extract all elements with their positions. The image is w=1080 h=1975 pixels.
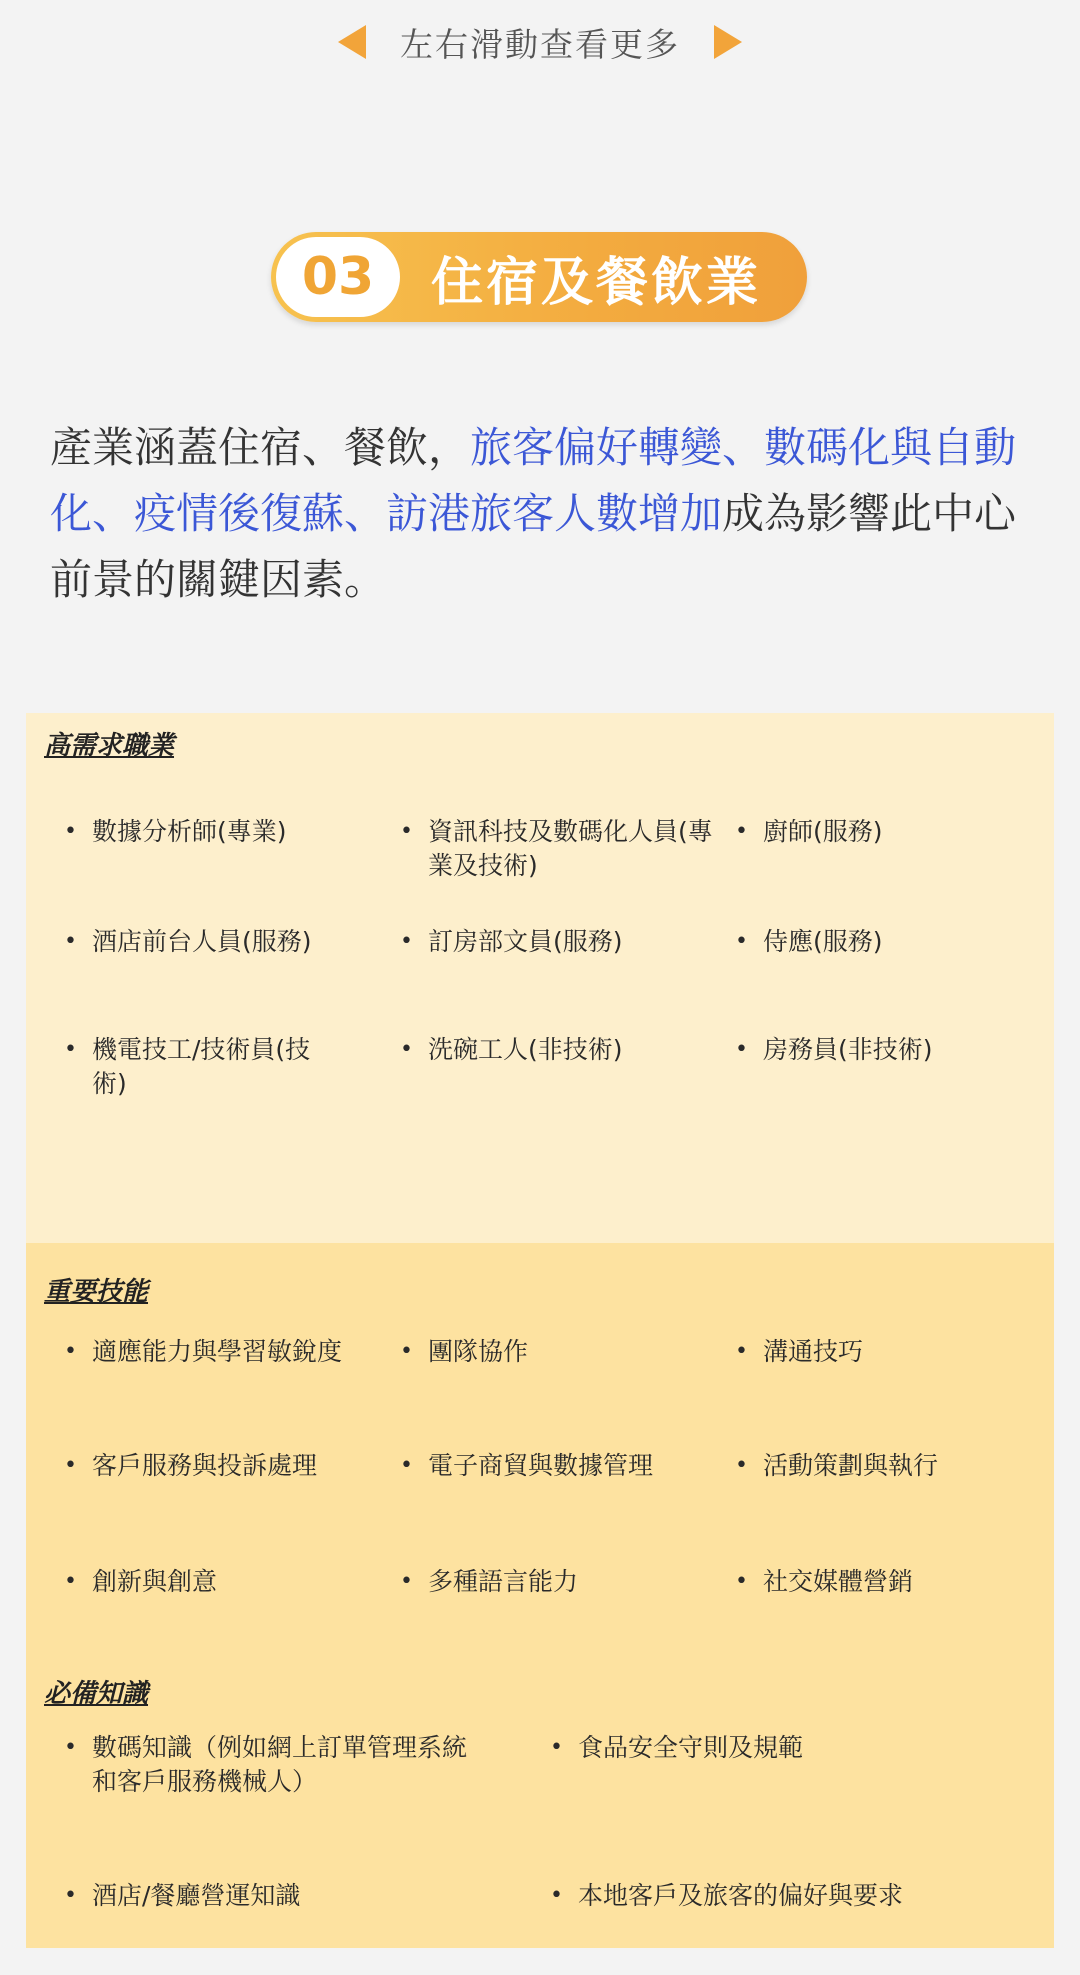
- job-item: • 資訊科技及數碼化人員(專業及技術): [396, 815, 718, 883]
- intro-tail: 成為影響此中心前景的關鍵因素。: [50, 489, 1017, 604]
- skill-item: • 電子商貿與數據管理: [396, 1449, 718, 1483]
- skill-item: • 溝通技巧: [731, 1335, 1053, 1369]
- jobs-panel: [26, 713, 1054, 1243]
- skill-item: • 創新與創意: [60, 1565, 392, 1599]
- job-item: • 機電技工/技術員(技術): [60, 1033, 322, 1101]
- skills-heading: 重要技能: [44, 1277, 149, 1307]
- swipe-hint: [0, 18, 1080, 66]
- arrow-right-icon[interactable]: [714, 25, 742, 59]
- skill-item: • 社交媒體營銷: [731, 1565, 1053, 1599]
- job-item: • 訂房部文員(服務): [396, 925, 718, 959]
- job-item: • 廚師(服務): [731, 815, 1053, 849]
- intro-paragraph: [50, 415, 1040, 613]
- knowledge-item: • 本地客戶及旅客的偏好與要求: [546, 1879, 1018, 1913]
- job-item: • 侍應(服務): [731, 925, 1053, 959]
- skill-item: • 客戶服務與投訴處理: [60, 1449, 392, 1483]
- job-item: • 洗碗工人(非技術): [396, 1033, 718, 1067]
- skill-item: • 多種語言能力: [396, 1565, 718, 1599]
- intro-lead: 產業涵蓋住宿、餐飲，: [50, 423, 471, 472]
- job-item: • 房務員(非技術): [731, 1033, 1053, 1067]
- knowledge-item: • 數碼知識（例如網上訂單管理系統和客戶服務機械人）: [60, 1731, 472, 1799]
- section-number: 03: [276, 237, 400, 317]
- job-item: • 酒店前台人員(服務): [60, 925, 382, 959]
- section-badge: [271, 232, 807, 322]
- arrow-left-icon[interactable]: [338, 25, 366, 59]
- swipe-hint-text: 左右滑動查看更多: [400, 24, 680, 64]
- knowledge-heading: 必備知識: [44, 1679, 149, 1709]
- skill-item: • 團隊協作: [396, 1335, 718, 1369]
- knowledge-item: • 食品安全守則及規範: [546, 1731, 1018, 1765]
- section-title: 住宿及餐飲業: [431, 252, 762, 313]
- intro-highlight: 旅客偏好轉變、數碼化與自動化、疫情後復蘇、訪港旅客人數增加: [50, 423, 1017, 538]
- jobs-heading: 高需求職業: [44, 731, 175, 761]
- job-item: • 數據分析師(專業): [60, 815, 382, 849]
- knowledge-item: • 酒店/餐廳營運知識: [60, 1879, 532, 1913]
- skill-item: • 適應能力與學習敏銳度: [60, 1335, 392, 1369]
- skill-item: • 活動策劃與執行: [731, 1449, 1053, 1483]
- skills-knowledge-panel: [26, 1243, 1054, 1948]
